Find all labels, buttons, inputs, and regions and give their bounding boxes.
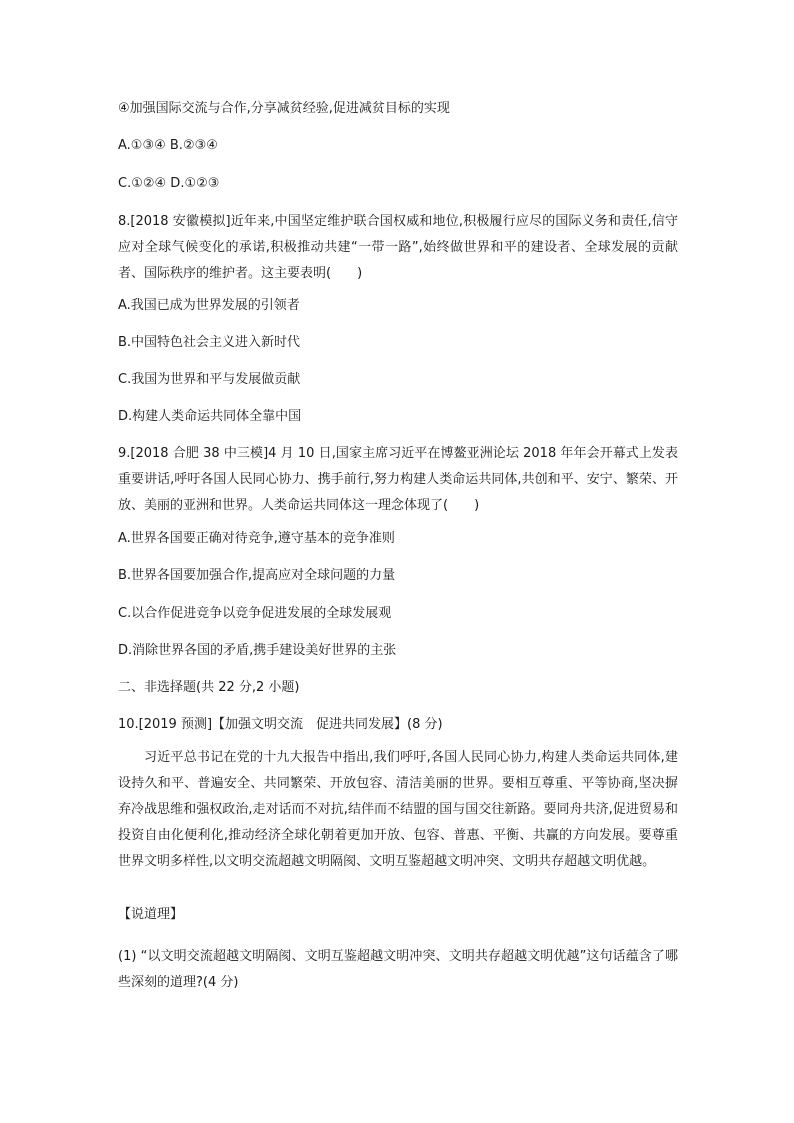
q9-stem: 9.[2018 合肥 38 中三模]4 月 10 日,国家主席习近平在博鳌亚洲论坛 2018 年年会开幕式上发表重要讲话,呼吁各国人民同心协力、携手前行,努力构建人类命运共同体,共创和平、安宁、繁荣、开放、美丽的亚洲和世界。人类命运共同体这一理念体现了( ) — [118, 446, 678, 513]
q7-option-4: ④加强国际交流与合作,分享减贫经验,促进减贫目标的实现 — [118, 101, 450, 116]
section-heading: 二、非选择题(共 22 分,2 小题) — [118, 680, 300, 695]
q9-option-a: A.世界各国要正确对待竞争,遵守基本的竞争准则 — [118, 531, 395, 546]
q9-option-b: B.世界各国要加强合作,提高应对全球问题的力量 — [118, 568, 396, 583]
q7-choices-cd: C.①②④ D.①②③ — [118, 176, 220, 191]
q10-passage: 习近平总书记在党的十九大报告中指出,我们呼吁,各国人民同心协力,构建人类命运共同体,建设持久和平、普遍安全、共同繁荣、开放包容、清洁美丽的世界。要相互尊重、平等协商,坚决摒弃冷战思维和强权政治,走对话而不对抗,结伴而不结盟的国与国交往新路。要同舟共济,促进贸易和投资自由化便利化,推动经济全球化朝着更加开放、包容、普惠、平衡、共赢的方向发展。要尊重世界文明多样性,以文明交流超越文明隔阂、文明互鉴超越文明冲突、文明共存超越文明优越。 — [118, 750, 678, 869]
q8-option-d: D.构建人类命运共同体全靠中国 — [118, 409, 302, 424]
q10-label: 【说道理】 — [118, 907, 184, 922]
q8-stem: 8.[2018 安徽模拟]近年来,中国坚定维护联合国权威和地位,积极履行应尽的国际义务和责任,信守应对全球气候变化的承诺,积极推动共建“一带一路”,始终做世界和平的建设者、全球发展的贡献者、国际秩序的维护者。这主要表明( ) — [118, 214, 678, 281]
q8-option-a: A.我国已成为世界发展的引领者 — [118, 298, 300, 313]
q8-option-b: B.中国特色社会主义进入新时代 — [118, 335, 301, 350]
q10-title: 10.[2019 预测]【加强文明交流 促进共同发展】(8 分) — [118, 717, 443, 732]
q8-option-c: C.我国为世界和平与发展做贡献 — [118, 372, 301, 387]
q7-choices-ab: A.①③④ B.②③④ — [118, 138, 218, 153]
q9-option-c: C.以合作促进竞争以竞争促进发展的全球发展观 — [118, 606, 392, 621]
q10-subquestion-1: (1) “以文明交流超越文明隔阂、文明互鉴超越文明冲突、文明共存超越文明优越”这句话蕴含了哪些深刻的道理?(4 分) — [118, 949, 678, 990]
q9-option-d: D.消除世界各国的矛盾,携手建设美好世界的主张 — [118, 643, 397, 658]
